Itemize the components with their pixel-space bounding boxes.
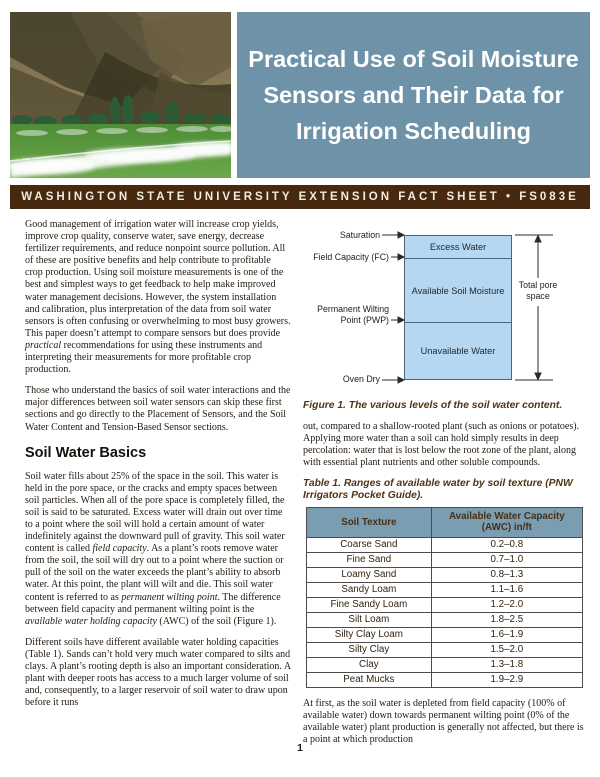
awc-value-cell: 1.6–1.9 bbox=[431, 627, 582, 642]
awc-table bbox=[306, 507, 583, 688]
banner-text: WASHINGTON STATE UNIVERSITY EXTENSION FACT SHEET • FS083E bbox=[21, 191, 579, 203]
label-pwp: Point (PWP) bbox=[340, 315, 389, 325]
page-title-line-3: Irrigation Scheduling bbox=[295, 118, 531, 144]
soil-water-basics-paragraph: Soil water fills about 25% of the space in the soil. This water is held in the pore space, or the cracks and empty spaces between soil particles. When all of the pore space is completely filled, the soil is said to be saturated. Excess water will drain out over time to a point where the soil will hold a certain amount of water indefinitely against the downward pull of gravity. This soil water content is called field capacity. As a plant’s roots remove water from the soil, the soil will dry out to a point where the suction or pull of the soil on the water exceeds the plant’s ability to absorb water. At this point, the plant will wilt and die. This soil water content is referred to as permanent wilting point. The difference between field capacity and permanent wilting point is the available water holding capacity (AWC) of the soil (Figure 1). bbox=[25, 470, 285, 627]
awc-value-cell: 1.3–1.8 bbox=[431, 657, 582, 672]
label-permanent-wilting: Permanent Wilting bbox=[317, 304, 389, 314]
soil-texture-cell: Fine Sand bbox=[307, 552, 432, 567]
soil-types-paragraph: Different soils have different available water holding capacities (Table 1). Sands can’t hold very much water compared to silts and clays. A plant’s rooting depth is also an important consideration. A plant with deeper roots has access to a much larger volume of soil and, consequently, to a larger reservoir of soil water to draw upon before it runs bbox=[25, 636, 291, 709]
awc-value-cell: 0.8–1.3 bbox=[431, 567, 582, 582]
page-title-line-2: Sensors and Their Data for bbox=[263, 82, 564, 108]
table-row bbox=[307, 672, 583, 687]
table-row bbox=[307, 597, 583, 612]
table-row bbox=[307, 552, 583, 567]
table-row bbox=[307, 657, 583, 672]
intro-paragraph: Good management of irrigation water will increase crop yields, improve crop quality, conserve water, save energy, decrease fertilizer requirements, and reduce nonpoint source pollution. All of these are positive benefits and help contribute to profitable crop production. Using soil moisture measurements is one of the best and simplest ways to get feedback to help make improved water management decisions. However, the system installation and calibration, plus interpretation of the data from soil water sensors is often confusing or overwhelming to most busy growers. This paper doesn’t attempt to compare sensors but does provide practical recommendations for using these instruments and interpreting their measurements for more profitable crop production. bbox=[25, 219, 291, 376]
zone-unavailable-water-label: Unavailable Water bbox=[420, 346, 496, 356]
soil-texture-cell: Fine Sandy Loam bbox=[307, 597, 432, 612]
awc-value-cell: 1.9–2.9 bbox=[431, 672, 582, 687]
extension-banner bbox=[10, 185, 590, 209]
right-column bbox=[303, 226, 584, 755]
irrigation-field-photo bbox=[10, 12, 231, 178]
col-header-awc: Available Water Capacity (AWC) in/ft bbox=[431, 507, 582, 537]
awc-value-cell: 1.2–2.0 bbox=[431, 597, 582, 612]
soil-texture-cell: Silty Clay Loam bbox=[307, 627, 432, 642]
soil-texture-cell: Silt Loam bbox=[307, 612, 432, 627]
table-row bbox=[307, 642, 583, 657]
soil-water-zones-box bbox=[404, 235, 512, 380]
col-header-soil-texture: Soil Texture bbox=[307, 507, 432, 537]
page-title-line-1: Practical Use of Soil Moisture bbox=[248, 46, 579, 72]
table-1-caption: Table 1. Ranges of available water by soil texture (PNW Irrigators Pocket Guide). bbox=[303, 477, 573, 502]
header-photo bbox=[10, 12, 231, 178]
label-oven-dry: Oven Dry bbox=[342, 374, 380, 384]
soil-texture-cell: Silty Clay bbox=[307, 642, 432, 657]
soil-texture-cell: Clay bbox=[307, 657, 432, 672]
label-total-pore-space: space bbox=[526, 291, 550, 301]
zone-excess-water bbox=[405, 236, 511, 259]
awc-value-cell: 1.5–2.0 bbox=[431, 642, 582, 657]
figure-1-diagram bbox=[303, 226, 584, 392]
soil-texture-cell: Sandy Loam bbox=[307, 582, 432, 597]
table-row bbox=[307, 582, 583, 597]
table-row bbox=[307, 627, 583, 642]
soil-texture-cell: Coarse Sand bbox=[307, 537, 432, 552]
zone-unavailable-water bbox=[405, 323, 511, 379]
left-column bbox=[25, 219, 291, 718]
label-field-capacity: Field Capacity (FC) bbox=[313, 252, 389, 262]
awc-value-cell: 1.1–1.6 bbox=[431, 582, 582, 597]
title-box bbox=[237, 12, 590, 178]
rooting-depth-paragraph: out, compared to a shallow-rooted plant (such as onions or potatoes). Applying more water than a soil can hold simply results in deep percolation: water that is lost below the root zone of the plant, along with essential plant nutrients and other soluble compounds. bbox=[303, 420, 580, 468]
table-row bbox=[307, 612, 583, 627]
section-heading-soil-water-basics: Soil Water Basics bbox=[25, 444, 147, 461]
soil-texture-cell: Loamy Sand bbox=[307, 567, 432, 582]
awc-value-cell: 1.8–2.5 bbox=[431, 612, 582, 627]
awc-value-cell: 0.7–1.0 bbox=[431, 552, 582, 567]
soil-texture-cell: Peat Mucks bbox=[307, 672, 432, 687]
awc-table-header bbox=[307, 507, 583, 537]
zone-available-soil-moisture-label: Available Soil Moisture bbox=[411, 285, 505, 296]
label-saturation: Saturation bbox=[339, 230, 380, 240]
depletion-paragraph: At first, as the soil water is depleted from field capacity (100% of available water) down towards permanent wilting point (0% of the available water) plant production is generally not affected, but there is a point at which production bbox=[303, 697, 584, 746]
label-total-pore: Total pore bbox=[518, 280, 558, 290]
zone-excess-water-label: Excess Water bbox=[429, 242, 487, 252]
page-number: 1 bbox=[297, 742, 303, 754]
zone-available-soil-moisture bbox=[405, 259, 511, 323]
awc-value-cell: 0.2–0.8 bbox=[431, 537, 582, 552]
skip-ahead-paragraph: Those who understand the basics of soil water interactions and the major differences between soil water sensors can skip these first sections and go directly to the Placement of Sensors, and the Soil Water Content and Tension-Based Sensor sections. bbox=[25, 385, 291, 433]
figure-1-caption: Figure 1. The various levels of the soil water content. bbox=[303, 400, 563, 411]
table-row bbox=[307, 537, 583, 552]
table-row bbox=[307, 567, 583, 582]
